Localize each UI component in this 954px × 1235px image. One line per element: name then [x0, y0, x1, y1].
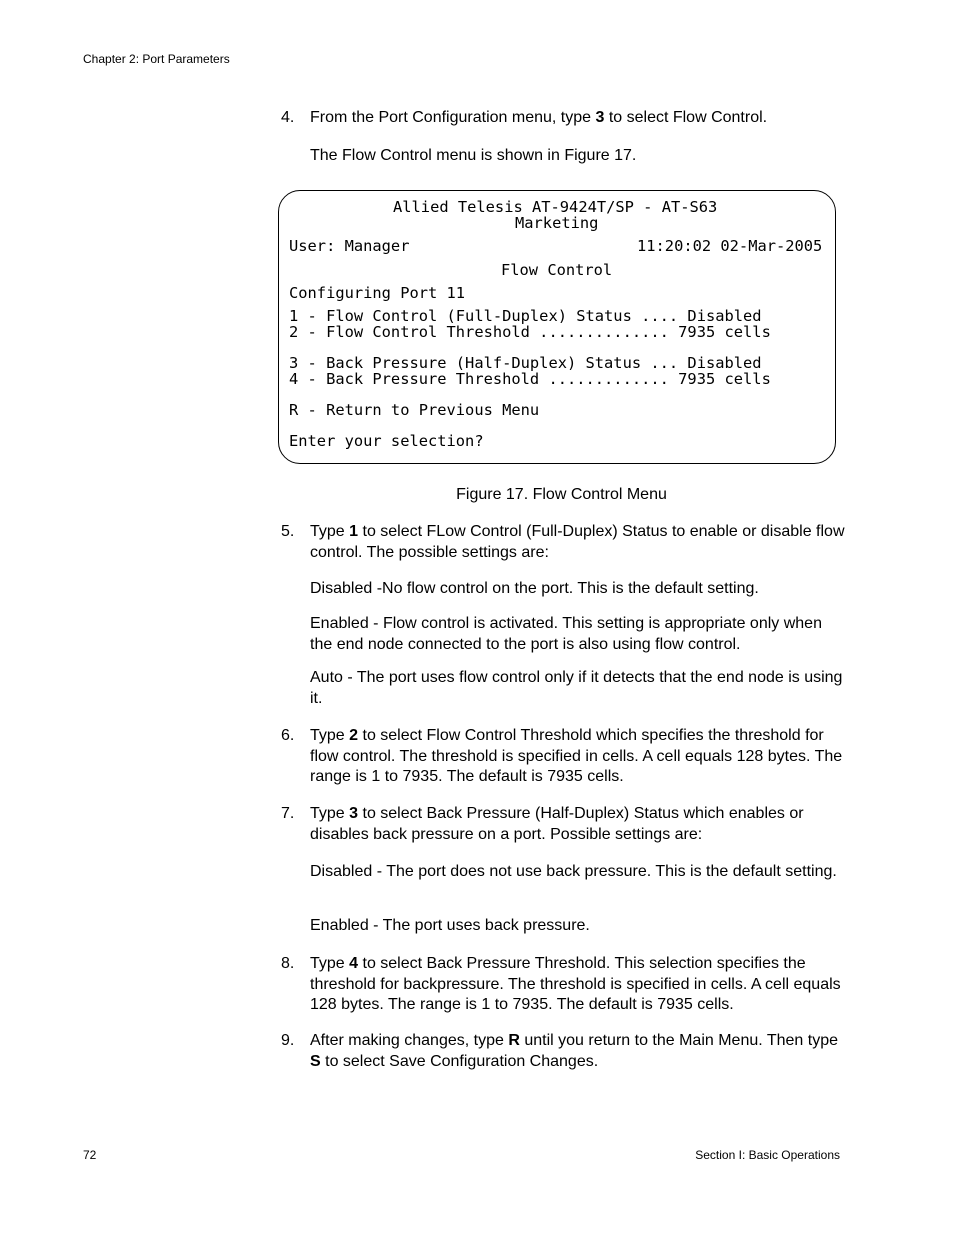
step-9-text	[310, 1031, 845, 1072]
step-8-pre: Type	[310, 955, 350, 972]
section-footer: Section I: Basic Operations	[695, 1148, 840, 1162]
step-4-post: to select Flow Control.	[604, 109, 768, 126]
terminal-title-line1: Allied Telesis AT-9424T/SP - AT-S63	[393, 198, 718, 216]
step-7-option-disabled: Disabled - The port does not use back pressure. This is the default setting.	[310, 863, 837, 880]
terminal-item-3: 3 - Back Pressure (Half-Duplex) Status ... Disabled	[289, 354, 762, 372]
step-6-number: 6.	[281, 727, 295, 744]
step-5-text	[310, 522, 845, 563]
step-5-option-disabled: Disabled -No flow control on the port. This is the default setting.	[310, 580, 759, 597]
step-4-number: 4.	[281, 109, 295, 126]
terminal-return: R - Return to Previous Menu	[289, 401, 540, 419]
step-5-pre: Type	[310, 523, 350, 540]
step-5-option-auto: Auto - The port uses flow control only if it detects that the end node is using it.	[310, 669, 843, 707]
step-6-pre: Type	[310, 727, 350, 744]
step-9-pre: After making changes, type	[310, 1032, 509, 1049]
terminal-menu-title: Flow Control	[501, 261, 613, 279]
terminal-user: User: Manager	[289, 237, 410, 255]
step-4-key: 3	[595, 109, 605, 126]
step-7-number: 7.	[281, 805, 295, 822]
step-5-option-enabled: Enabled - Flow control is activated. This setting is appropriate only when the end node connected to the port is also using flow control.	[310, 615, 822, 653]
step-7-key: 3	[349, 805, 359, 822]
terminal-item-2: 2 - Flow Control Threshold .............. 7935 cells	[289, 323, 771, 341]
step-4-note: The Flow Control menu is shown in Figure 17.	[310, 147, 637, 164]
terminal-item-4: 4 - Back Pressure Threshold ............. 7935 cells	[289, 370, 771, 388]
step-6-text	[310, 726, 845, 788]
page-number: 72	[83, 1148, 97, 1162]
terminal-title-line2: Marketing	[515, 214, 599, 232]
step-8-post: to select Back Pressure Threshold. This selection specifies the threshold for backpressure. The threshold is specified in cells. A cell equals 128 bytes. The range is 1 to 7935. The default is 7935 cells.	[310, 955, 841, 1013]
step-9-number: 9.	[281, 1032, 295, 1049]
step-7-pre: Type	[310, 805, 350, 822]
step-7-option-enabled: Enabled - The port uses back pressure.	[310, 917, 590, 934]
step-4-pre: From the Port Configuration menu, type	[310, 109, 596, 126]
step-5-post: to select FLow Control (Full-Duplex) Status to enable or disable flow control. The possible settings are:	[310, 523, 845, 561]
step-6-post: to select Flow Control Threshold which specifies the threshold for flow control. The threshold is specified in cells. A cell equals 128 bytes. The range is 1 to 7935. The default is 7935 cells.	[310, 727, 843, 785]
step-4-text	[310, 108, 845, 129]
step-5-number: 5.	[281, 523, 295, 540]
terminal-datetime: 11:20:02 02-Mar-2005	[637, 237, 823, 255]
step-5-key: 1	[349, 523, 359, 540]
step-9-key: R	[508, 1032, 520, 1049]
step-9-key2: S	[310, 1052, 321, 1070]
step-6-key: 2	[349, 727, 359, 744]
terminal-item-1: 1 - Flow Control (Full-Duplex) Status .... Disabled	[289, 307, 762, 325]
step-8-text	[310, 954, 845, 1016]
chapter-header: Chapter 2: Port Parameters	[83, 52, 230, 66]
step-9-mid: until you return to the Main Menu. Then type	[519, 1032, 838, 1049]
terminal-prompt: Enter your selection?	[289, 432, 484, 450]
figure-caption: Figure 17. Flow Control Menu	[456, 486, 667, 503]
step-7-text	[310, 804, 845, 845]
step-8-number: 8.	[281, 955, 295, 972]
terminal-configuring: Configuring Port 11	[289, 284, 466, 302]
step-7-post: to select Back Pressure (Half-Duplex) Status which enables or disables back pressure on a port. Possible settings are:	[310, 805, 804, 843]
step-8-key: 4	[349, 955, 359, 972]
step-9-post: to select Save Configuration Changes.	[320, 1052, 599, 1070]
